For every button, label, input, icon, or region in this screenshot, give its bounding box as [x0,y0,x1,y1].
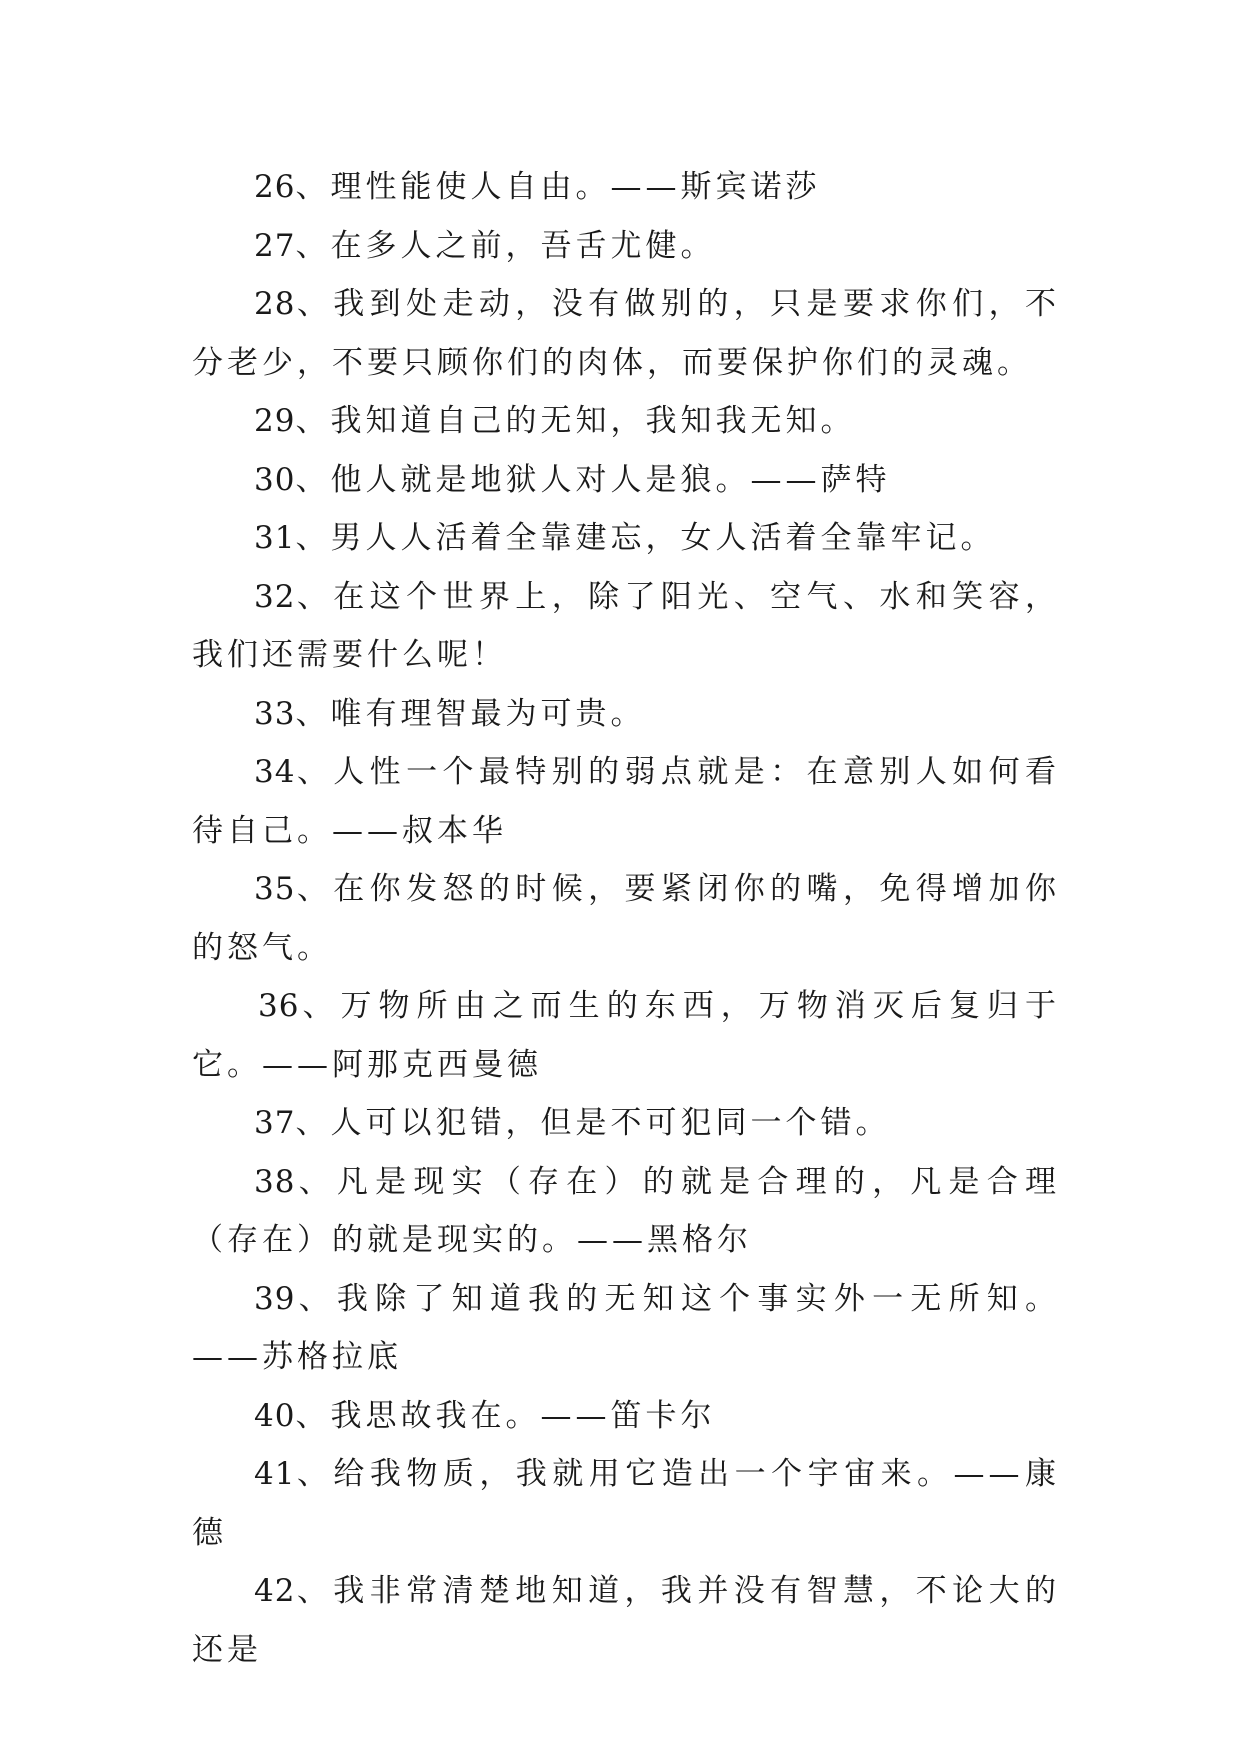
quote-text: 、给我物质，我就用它造出一个宇宙来。——康德 [192,1456,1060,1551]
quote-number: 40 [254,1397,296,1434]
quote-paragraph [192,568,1060,685]
quote-text: 、我到处走动，没有做别的，只是要求你们，不分老少，不要只顾你们的肉体，而要保护你们的灵魂。 [192,286,1060,381]
quote-number: 33 [254,695,296,732]
quote-text: 、他人就是地狱人对人是狼。——萨特 [295,461,891,498]
quote-paragraph [192,392,1060,451]
quote-text: 、凡是现实（存在）的就是合理的，凡是合理（存在）的就是现实的。——黑格尔 [192,1163,1060,1258]
quote-number: 41 [254,1456,296,1492]
quote-paragraph [192,451,1060,510]
quote-text: 、人性一个最特别的弱点就是：在意别人如何看待自己。——叔本华 [192,754,1060,849]
quote-text: 、万物所由之而生的东西，万物消灭后复归于它。——阿那克西曼德 [192,988,1060,1083]
quote-text: 、在多人之前，吾舌尤健。 [295,227,716,264]
quote-number: 30 [254,461,296,498]
quote-number: 31 [254,520,296,556]
quote-list [192,158,1060,1679]
quote-text: 、在你发怒的时候，要紧闭你的嘴，免得增加你的怒气。 [192,871,1060,966]
quote-number: 26 [254,169,296,205]
quote-number: 38 [254,1163,296,1200]
quote-text: 、人可以犯错，但是不可犯同一个错。 [295,1105,891,1141]
quote-number: 35 [254,871,296,907]
quote-number: 27 [254,227,296,264]
quote-text: 、唯有理智最为可贵。 [295,695,646,732]
quote-number: 29 [254,403,296,439]
quote-number: 37 [254,1105,296,1141]
quote-paragraph [192,1387,1060,1446]
quote-paragraph [192,860,1060,977]
quote-paragraph [192,1094,1060,1153]
quote-text: 、在这个世界上，除了阳光、空气、水和笑容，我们还需要什么呢！ [192,578,1060,673]
quote-number: 32 [254,578,296,615]
quote-number: 36 [258,988,300,1024]
quote-paragraph [192,1153,1060,1270]
quote-paragraph [192,275,1060,392]
quote-number: 39 [254,1280,296,1317]
quote-paragraph [192,1270,1060,1387]
quote-text: 、我除了知道我的无知这个事实外一无所知。——苏格拉底 [192,1280,1060,1375]
quote-paragraph [192,158,1060,217]
quote-text: 、我知道自己的无知，我知我无知。 [295,403,856,439]
quote-text: 、我非常清楚地知道，我并没有智慧，不论大的还是 [192,1573,1060,1668]
quote-text: 、男人人活着全靠建忘，女人活着全靠牢记。 [295,520,996,556]
quote-number: 34 [254,754,296,790]
quote-paragraph [192,1562,1060,1679]
quote-paragraph [192,977,1060,1094]
quote-paragraph [192,743,1060,860]
quote-paragraph [192,685,1060,744]
quote-text: 、我思故我在。——笛卡尔 [295,1397,716,1434]
quote-paragraph [192,509,1060,568]
quote-number: 28 [254,286,296,322]
quote-paragraph [192,1445,1060,1562]
quote-text: 、理性能使人自由。——斯宾诺莎 [295,169,821,205]
quote-number: 42 [254,1573,296,1609]
quote-paragraph [192,217,1060,276]
